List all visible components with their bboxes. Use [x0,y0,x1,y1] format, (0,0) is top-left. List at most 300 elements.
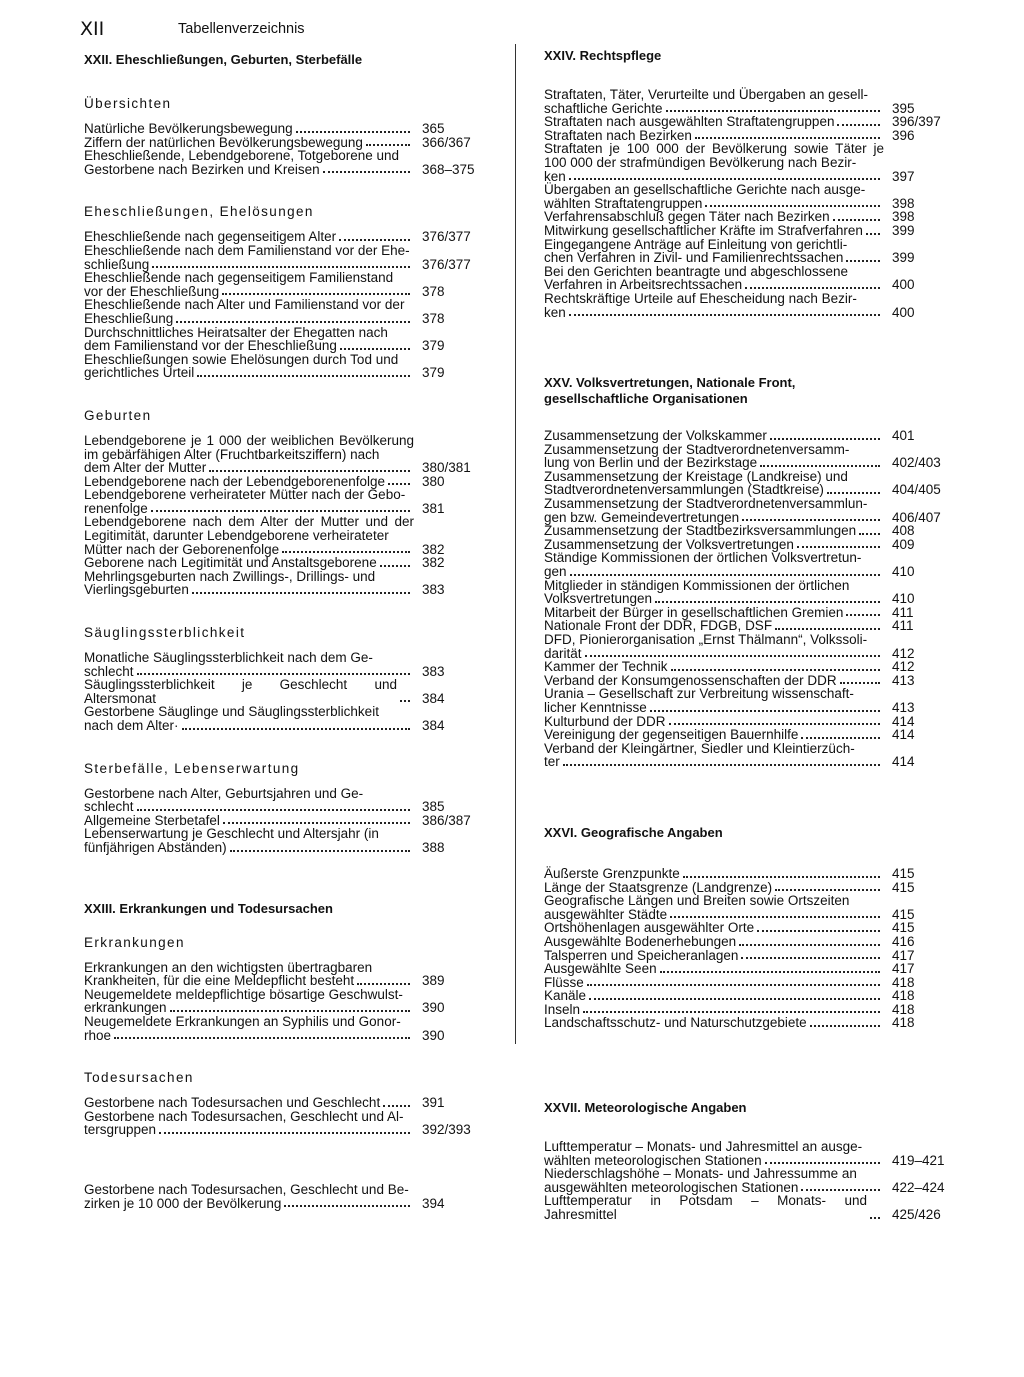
page-ref: 382 [422,541,445,557]
entry-text: Eingegangene Anträge auf Einleitung von gerichtli- [544,236,848,252]
entry-text: Mehrlingsgeburten nach Zwillings-, Drillings- und [84,568,376,584]
dot-leader [810,1025,880,1027]
toc-entry [544,674,954,688]
entry-text: fünfjährigen Abständen) [84,839,227,855]
entry-text: Gestorbene nach Alter, Geburtsjahren und Ge- [84,785,364,801]
section-title: XXIII. Erkrankungen und Todesursachen [84,900,333,916]
running-title: Tabellenverzeichnis [178,21,305,37]
entry-text: Durchschnittliches Heiratsalter der Ehegatten nach [84,324,388,340]
entry-last-line [84,543,414,557]
entry-last-line [544,1194,884,1221]
entry-last-line [544,1016,884,1030]
entry-text: schließung [84,256,150,272]
entry-text: Ortshöhenlagen ausgewählter Orte [544,920,755,936]
toc-entry [544,538,954,552]
group-title: Eheschließungen, Ehelösungen [84,204,314,220]
section-title: gesellschaftliche Organisationen [544,391,748,407]
toc-entry [544,265,954,292]
dot-leader [137,673,410,675]
page-ref: 414 [892,754,915,770]
entry-last-line [84,1096,414,1110]
entry-last-line [84,475,414,489]
entry-last-line [84,312,414,326]
page-ref: 397 [892,168,915,184]
page-ref: 366/367 [422,134,471,150]
dot-leader [745,287,880,289]
entry-text: Eheschließende nach gegenseitigem Alter [84,229,337,245]
toc-entry [544,687,954,714]
dot-leader [366,144,410,146]
entry-text: vor der Eheschließung [84,283,220,299]
entry-text: Eheschließende, Lebendgeborene, Totgeborene und [84,148,400,164]
dot-leader [151,510,410,512]
toc-entry [84,149,484,176]
toc-entry [544,715,954,729]
entry-last-line [84,800,414,814]
toc-entry [544,129,954,143]
entry-last-line [544,867,884,881]
entry-last-line [544,881,884,895]
entry-last-line [544,921,884,935]
entry-text: nach dem Alter· [84,718,179,733]
entry-last-line [544,524,884,538]
toc-entry [84,651,484,678]
dot-leader [340,348,410,350]
entry-text: Lebendgeborene nach der Lebendgeborenenfolge [84,473,386,489]
entry-last-line [84,583,414,597]
entry-text: gen bzw. Gemeindevertretungen [544,509,740,525]
entry-text: Äußerste Grenzpunkte [544,865,680,881]
left-column [84,52,484,1210]
page-ref: 400 [892,277,915,293]
entry-text: Krankheiten, für die eine Meldepflicht besteht [84,973,355,989]
toc-entry [84,230,484,244]
entry-text: Verband der Konsumgenossenschaften der DDR [544,672,837,688]
toc-entry [544,962,954,976]
toc-entry [544,921,954,935]
entry-last-line [84,678,414,705]
toc-entry [544,429,954,443]
dot-leader [741,957,880,959]
entry-text: darität [544,645,582,661]
page-ref: 389 [422,973,445,989]
entry-text: Straftaten, Täter, Verurteilte und Übergaben an gesell- [544,87,868,102]
dot-leader [650,710,880,712]
entry-text: Länge der Staatsgrenze (Landgrenze) [544,879,773,895]
toc-entry [544,867,954,881]
page-ref: 414 [892,727,915,743]
entry-text: Lebenserwartung je Geschlecht und Altersjahr (in [84,826,379,842]
entry-last-line [84,1197,414,1211]
toc-entry [544,470,954,497]
dot-leader [383,1105,410,1107]
dot-leader [570,574,880,576]
toc-entry [84,1015,484,1042]
entry-last-line [84,1029,414,1043]
toc-entry [544,894,954,921]
page-ref: 413 [892,699,915,715]
toc-entry [544,728,954,742]
entry-text: Mitarbeit der Bürger in gesellschaftlichen Gremien [544,604,844,620]
entry-text: Zusammensetzung der Stadtbezirksversammlungen [544,523,857,539]
page-ref: 413 [892,672,915,688]
dot-leader [859,533,880,535]
toc-group [84,122,484,176]
dot-leader [563,764,880,766]
entry-text: Kanäle [544,988,587,1004]
entry-last-line [84,366,414,380]
toc-entry [84,488,484,515]
entry-text: Vierlingsgeburten [84,582,189,598]
toc-entry [544,1167,954,1194]
page-ref: 425/426 [892,1207,941,1223]
page-ref: 379 [422,338,445,354]
page-ref: 416 [892,933,915,949]
entry-last-line [84,136,414,150]
dot-leader [380,565,410,567]
entry-last-line [544,483,884,497]
dot-leader [583,1011,880,1013]
page-ref: 408 [892,523,915,539]
toc-entry [84,434,484,475]
toc-group [84,1183,484,1210]
entry-text: Mitwirkung gesellschaftlicher Kräfte im Strafverfahren [544,222,863,238]
page-ref: 395 [892,100,915,116]
toc-entry [544,579,954,606]
toc-group [84,230,484,380]
dot-leader [182,728,410,730]
entry-last-line [544,251,884,265]
dot-leader [209,470,410,472]
page-ref: 396 [892,127,915,143]
toc-entry [544,142,954,183]
dot-leader [670,916,880,918]
toc-entry [544,551,954,578]
dot-leader [775,628,880,630]
entry-text: Erkrankungen an den wichtigsten übertragbaren [84,959,373,975]
dot-leader [585,655,880,657]
toc-entry [544,660,954,674]
entry-text: Zusammensetzung der Kreistage (Landkreise) und [544,468,848,484]
page-ref: 365 [422,121,445,136]
group-title: Erkrankungen [84,934,185,950]
entry-text: Ausgewählte Seen [544,961,657,977]
entry-last-line [544,429,884,443]
page-ref: 404/405 [892,482,941,498]
entry-last-line [544,565,884,579]
entry-text: chen Verfahren in Zivil- und Familienrechtssachen [544,250,844,266]
entry-text: Volksvertretungen [544,591,653,607]
dot-leader [176,321,410,323]
entry-last-line [544,170,884,184]
section-title: XXVI. Geografische Angaben [544,824,723,840]
entry-text: rhoe [84,1027,112,1043]
page-ref: 419–421 [892,1152,945,1168]
entry-text: Lebendgeborene verheirateter Mütter nach der Gebo- [84,487,406,503]
column-divider [515,44,516,1044]
entry-last-line [544,976,884,990]
dot-leader [840,682,880,684]
entry-last-line [544,606,884,620]
entry-text: Lebendgeborene je 1 000 der weiblichen Bevölkerung im gebärfähigen Alter (Fruchtbarkeitsziffern) nach [84,432,414,462]
dot-leader [739,944,880,946]
entry-text: Verband der Kleingärtner, Siedler und Kleintierzüch- [544,740,855,756]
page-number: XII [80,18,105,40]
entry-text: ausgewählter Städte [544,906,668,922]
page-ref: 384 [422,718,445,733]
entry-text: Geborene nach Legitimität und Anstaltsgeborene [84,555,377,571]
page-ref: 409 [892,536,915,552]
dot-leader [388,483,410,485]
page-ref: 418 [892,974,915,990]
dot-leader [357,983,410,985]
toc-entry [544,881,954,895]
section-title: XXII. Eheschließungen, Geburten, Sterbefälle [84,52,363,67]
page-ref: 418 [892,1001,915,1017]
entry-text: Gestorbene nach Todesursachen und Geschlecht [84,1095,381,1111]
entry-last-line [544,115,884,129]
dot-leader [870,1217,880,1219]
toc-group [544,429,954,769]
page-ref: 399 [892,250,915,266]
toc-entry [84,988,484,1015]
entry-text: Rechtskräftige Urteile auf Ehescheidung nach Bezir- [544,290,857,306]
group-title: Todesursachen [84,1070,194,1086]
page-ref: 398 [892,209,915,225]
dot-leader [757,930,880,932]
entry-text: erkrankungen [84,1000,167,1016]
entry-last-line [544,674,884,688]
dot-leader [197,375,410,377]
toc-group [84,434,484,597]
toc-entry [544,1016,954,1030]
page-ref: 414 [892,713,915,729]
page-ref: 368–375 [422,161,475,177]
toc-entry [544,443,954,470]
toc-group [84,1096,484,1137]
entry-last-line [544,197,884,211]
entry-text: gen [544,564,567,580]
entry-text: Eheschließung [84,310,174,326]
entry-text: Vereinigung der gegenseitigen Bauernhilfe [544,727,799,743]
entry-text: Eheschließende nach gegenseitigem Familienstand [84,270,394,286]
entry-last-line [84,841,414,855]
entry-last-line [84,339,414,353]
toc-entry [84,556,484,570]
dot-leader [801,1189,880,1191]
toc-entry [544,292,954,319]
entry-last-line [544,306,884,320]
entry-last-line [544,102,884,116]
dot-leader [833,219,880,221]
entry-text: Gestorbene nach Todesursachen, Geschlecht und Be- [84,1181,409,1197]
entry-text: Zusammensetzung der Stadtverordnetenversammlun- [544,496,868,512]
entry-text: schlecht [84,663,134,679]
entry-text: ken [544,168,566,184]
toc-entry [544,183,954,210]
toc-entry [544,989,954,1003]
entry-text: Lebendgeborene nach dem Alter der Mutter und der Legitimität, darunter Lebendgeborene verheirateter [84,514,414,544]
toc-entry [544,976,954,990]
entry-last-line [544,224,884,238]
toc-entry [84,787,484,814]
toc-group [84,651,484,733]
dot-leader [323,171,410,173]
section-title: XXIV. Rechtspflege [544,48,662,63]
page-ref: 398 [892,195,915,211]
dot-leader [589,998,880,1000]
entry-text: lung von Berlin und der Bezirkstage [544,455,758,471]
page-ref: 382 [422,555,445,571]
dot-leader [837,124,880,126]
group-title: Säuglingssterblichkeit [84,625,246,641]
toc-group [544,88,954,319]
toc-entry [84,353,484,380]
entry-last-line [84,258,414,272]
page-ref: 415 [892,920,915,936]
entry-last-line [544,511,884,525]
entry-text: Mitglieder in ständigen Kommissionen der örtlichen [544,577,850,593]
entry-last-line [84,502,414,516]
toc-entry [84,1096,484,1110]
page-ref: 388 [422,839,445,855]
right-column [544,48,954,1222]
toc-entry [544,1194,954,1221]
dot-leader [569,178,880,180]
entry-text: Kulturbund der DDR [544,713,666,729]
entry-text: Stadtverordnetenversammlungen (Stadtkreise) [544,482,824,498]
dot-leader [765,1162,880,1164]
toc-entry [544,115,954,129]
entry-last-line [544,660,884,674]
entry-text: zirken je 10 000 der Bevölkerung [84,1195,282,1211]
section-title: XXV. Volksvertretungen, Nationale Front, [544,375,796,391]
entry-text: Nationale Front der DDR, FDGB, DSF [544,618,773,634]
entry-text: Natürliche Bevölkerungsbewegung [84,121,293,136]
entry-text: ausgewählten meteorologischen Stationen [544,1179,799,1195]
toc-group [84,787,484,855]
dot-leader [801,737,880,739]
dot-leader [666,110,880,112]
dot-leader [669,723,880,725]
entry-text: dem Alter der Mutter [84,460,207,476]
toc-entry [544,210,954,224]
entry-text: Ziffern der natürlichen Bevölkerungsbewegung [84,134,363,150]
page-ref: 412 [892,659,915,675]
dot-leader [770,438,880,440]
entry-text: Gestorbene nach Todesursachen, Geschlecht und Al- [84,1108,404,1124]
toc-entry [84,827,484,854]
entry-text: ter [544,754,560,770]
entry-last-line [544,701,884,715]
entry-text: Zusammensetzung der Volkskammer [544,428,767,444]
toc-group [544,867,954,1030]
toc-entry [544,619,954,633]
dot-leader [137,809,410,811]
entry-last-line [84,122,414,136]
toc-entry [544,1140,954,1167]
dot-leader [114,1037,410,1039]
entry-text: Lufttemperatur – Monats- und Jahresmittel an ausge- [544,1139,863,1155]
entry-text: Zusammensetzung der Stadtverordnetenversamm- [544,441,850,457]
page-ref: 390 [422,1000,445,1016]
toc-entry [84,705,484,732]
dot-leader [223,822,410,824]
toc-entry [84,814,484,828]
page-ref: 418 [892,1015,915,1031]
entry-text: wählten meteorologischen Stationen [544,1152,762,1168]
dot-leader [170,1010,410,1012]
entry-last-line [544,989,884,1003]
section-title: XXVII. Meteorologische Angaben [544,1100,747,1116]
toc-entry [84,271,484,298]
page-ref: 399 [892,222,915,238]
entry-last-line [544,592,884,606]
page-ref: 412 [892,645,915,661]
entry-last-line [84,814,414,828]
entry-text: wählten Straftatengruppen [544,195,703,211]
dot-leader [695,137,880,139]
entry-text: schaftliche Gerichte [544,100,663,116]
entry-text: Eheschließende nach Alter und Familienstand vor der [84,297,405,313]
entry-text: Gestorbene Säuglinge und Säuglingssterblichkeit [84,704,379,720]
entry-last-line [544,456,884,470]
dot-leader [846,260,880,262]
dot-leader [671,669,880,671]
entry-text: Verfahren in Arbeitsrechtssachen [544,277,743,293]
entry-last-line [544,1154,884,1168]
entry-last-line [544,619,884,633]
entry-text: Niederschlagshöhe – Monats- und Jahressumme an [544,1166,857,1182]
dot-leader [760,465,880,467]
entry-text: Monatliche Säuglingssterblichkeit nach dem Ge- [84,650,373,666]
entry-text: Übergaben an gesellschaftliche Gerichte nach ausge- [544,182,866,198]
toc-entry [544,935,954,949]
toc-entry [84,122,484,136]
entry-text: Geografische Längen und Breiten sowie Ortszeiten [544,893,850,909]
entry-last-line [84,719,414,733]
entry-text: renenfolge [84,500,148,516]
entry-text: Ständige Kommissionen der örtlichen Volksvertretun- [544,550,862,566]
page-ref: 410 [892,564,915,580]
entry-last-line [84,285,414,299]
entry-last-line [84,163,414,177]
toc-entry [84,961,484,988]
group-title: Geburten [84,407,152,423]
dot-leader [742,519,880,521]
toc-entry [84,1110,484,1137]
entry-text: Verfahrensabschluß gegen Täter nach Bezirken [544,209,830,225]
toc-entry [544,633,954,660]
entry-text: Eheschließende nach dem Familienstand vor der Ehe- [84,242,410,258]
page-ref: 383 [422,582,445,598]
entry-last-line [84,1001,414,1015]
page-ref: 400 [892,304,915,320]
page-ref: 390 [422,1027,445,1043]
entry-text: Eheschließungen sowie Ehelösungen durch Tod und [84,351,399,367]
entry-text: Neugemeldete meldepflichtige bösartige Geschwulst- [84,986,403,1002]
entry-last-line [84,556,414,570]
entry-last-line [544,210,884,224]
entry-text: Allgemeine Sterbetafel [84,812,220,828]
entry-text: Ausgewählte Bodenerhebungen [544,933,737,949]
page-ref: 415 [892,879,915,895]
toc-entry [544,238,954,265]
page-ref: 417 [892,961,915,977]
page-ref: 380 [422,473,445,489]
entry-text: dem Familienstand vor der Eheschließung [84,338,337,354]
toc-entry [84,475,484,489]
